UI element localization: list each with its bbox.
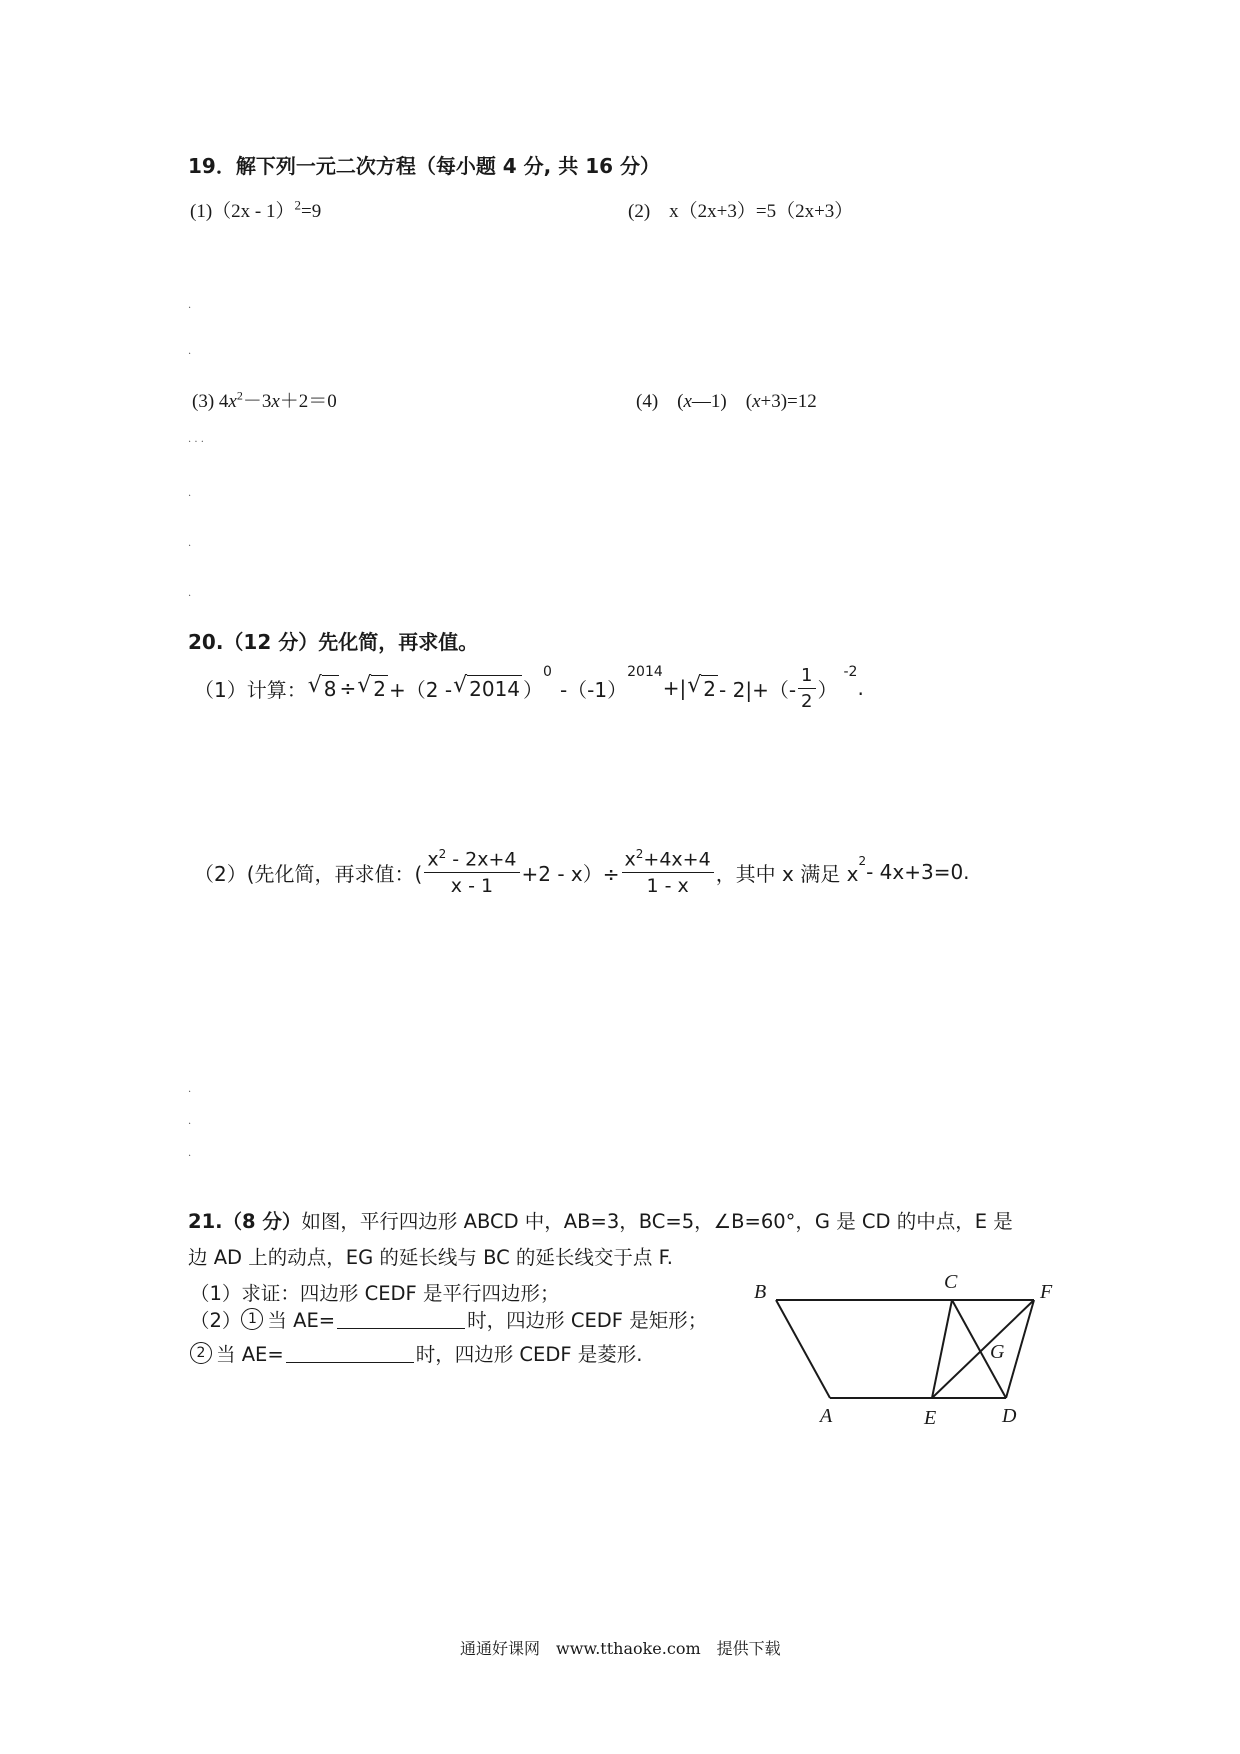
- margin-mark: .: [188, 346, 192, 357]
- label-f: F: [1040, 1281, 1053, 1303]
- q20-title: 20.（12 分）先化简，再求值。: [188, 630, 479, 654]
- q20-part2: （2）(先化简，再求值：( $\frac{x^2 - 2x+4}{x - 1}$ +2 - x）÷ $\frac{x^2+4x+4}{1 - x}$ ，其中 x 满足 x $^2$ - 4x+3=0.: [194, 846, 970, 898]
- margin-mark: .: [188, 300, 192, 311]
- q20-part1: （1）计算： √ 8 ÷ √ 2 +（2 - √ 2014 ） $^0$ -（-1） $^{2014}$ +| √ 2 - 2|+（- $\frac{1}{2}$ ） $^{-2}$ .: [194, 664, 864, 712]
- q19-part2: (2) x（2x+3）=5（2x+3）: [628, 201, 854, 222]
- q19-title: 19．解下列一元二次方程（每小题 4 分, 共 16 分）: [188, 154, 660, 178]
- sqrt-symbol: √ 2: [357, 672, 387, 701]
- segment-ab: [776, 1300, 830, 1398]
- segment-ce: [932, 1300, 952, 1398]
- q19-part1: (1)（2x - 1）$^2$=9: [190, 197, 322, 222]
- answer-blank-rhombus[interactable]: [286, 1344, 414, 1363]
- page-footer: 通通好课网 www.tthaoke.com 提供下载: [460, 1639, 781, 1658]
- q21-part2b: 2 当 AE= 时，四边形 CEDF 是菱形.: [190, 1336, 642, 1370]
- fraction-one-half: $\frac{1}{2}$: [798, 665, 815, 712]
- answer-blank-rectangle[interactable]: [337, 1310, 465, 1329]
- segment-ef: [932, 1300, 1034, 1398]
- q21-line2: 边 AD 上的动点，EG 的延长线与 BC 的延长线交于点 F.: [188, 1246, 673, 1269]
- q21-line1: 21.（8 分）如图，平行四边形 ABCD 中，AB=3，BC=5，∠B=60°，G 是 CD 的中点，E 是: [188, 1210, 1013, 1233]
- label-d: D: [1002, 1405, 1017, 1427]
- margin-mark: .: [188, 1116, 192, 1127]
- q19-part3: (3) $4x^2-3x+2=0$: [192, 388, 337, 412]
- margin-mark: .: [188, 488, 192, 499]
- label-b: B: [754, 1281, 767, 1303]
- margin-mark: . . .: [188, 434, 204, 445]
- parallelogram-figure: [740, 1268, 1070, 1436]
- sqrt-symbol: √ 8: [307, 672, 337, 701]
- margin-mark: .: [188, 538, 192, 549]
- label-c: C: [944, 1271, 958, 1293]
- fraction-expression-2: $\frac{x^2+4x+4}{1 - x}$: [622, 847, 714, 897]
- q19-part4: (4) (x—1) (x+3)=12: [636, 391, 817, 412]
- label-g: G: [990, 1341, 1005, 1363]
- margin-mark: .: [188, 588, 192, 599]
- circled-number-2: 2: [190, 1342, 212, 1364]
- sqrt-symbol: √ 2: [687, 672, 717, 701]
- q21-part2a: （2） 1 当 AE= 时，四边形 CEDF 是矩形；: [190, 1309, 708, 1332]
- circled-number-1: 1: [241, 1308, 263, 1330]
- label-a: A: [820, 1405, 833, 1427]
- margin-mark: .: [188, 1148, 192, 1159]
- sqrt-symbol: √ 2014: [453, 672, 521, 701]
- margin-mark: .: [188, 1084, 192, 1095]
- label-e: E: [924, 1407, 937, 1429]
- q21-part1: （1）求证：四边形 CEDF 是平行四边形；: [190, 1282, 560, 1305]
- fraction-expression-1: $\frac{x^2 - 2x+4}{x - 1}$: [424, 847, 519, 897]
